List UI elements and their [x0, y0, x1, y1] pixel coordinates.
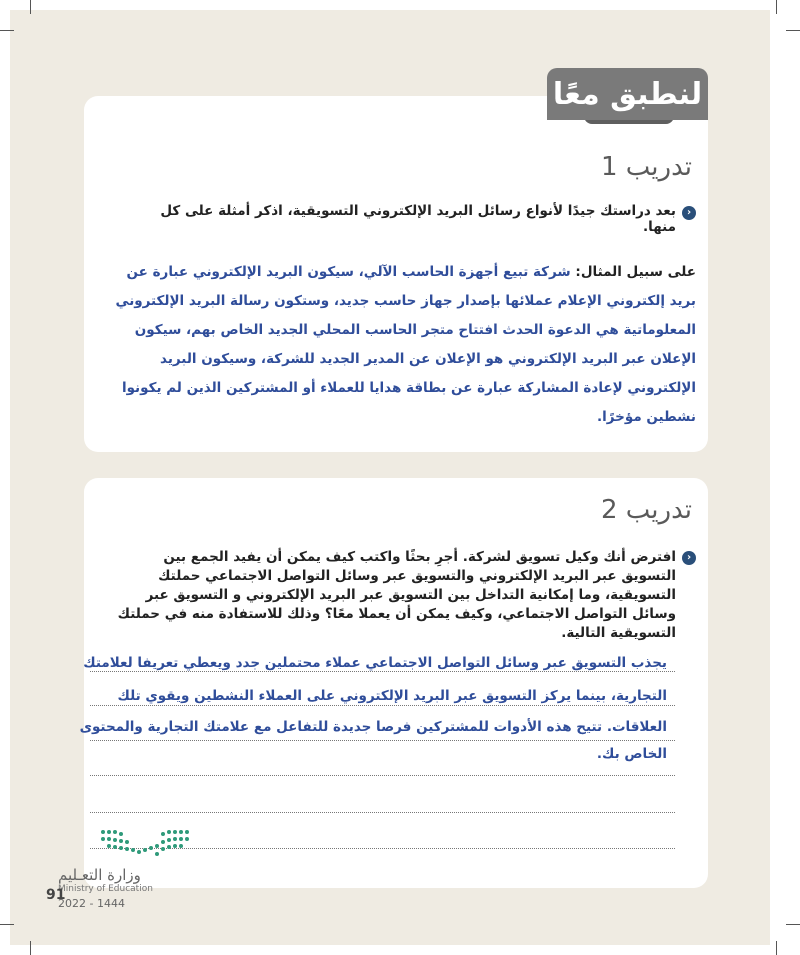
exercise-2-card — [84, 478, 708, 888]
exercise-2-answer-line-4: الخاص بك. — [596, 746, 667, 762]
answer-line — [90, 775, 675, 776]
crop-mark — [776, 0, 777, 14]
exercise-2-question — [106, 548, 696, 643]
exercise-2-answer-line-1: يجذب التسويق عبر وسائل التواصل الاجتماعي عملاء محتملين جدد ويعطي تعريفا لعلامتك — [83, 655, 667, 671]
exercise-1-question — [136, 203, 696, 235]
answer-line — [90, 812, 675, 813]
answer-example-label: على سبيل المثال: — [575, 264, 696, 280]
answer-line — [90, 740, 675, 741]
chevron-left-icon: ‹ — [682, 206, 696, 220]
answer-line — [90, 705, 675, 706]
answer-line — [90, 671, 675, 672]
crop-mark — [0, 924, 14, 925]
page-number: 91 — [46, 887, 66, 903]
ministry-logo-icon — [99, 828, 189, 860]
crop-mark — [776, 941, 777, 955]
crop-mark — [786, 30, 800, 31]
ministry-name-english: Ministry of Education — [58, 884, 153, 894]
crop-mark — [786, 924, 800, 925]
exercise-1-question-text: بعد دراستك جيدًا لأنواع رسائل البريد الإلكتروني التسويقية، اذكر أمثلة على كل منها. — [160, 203, 676, 235]
crop-mark — [30, 941, 31, 955]
section-header-tab: لنطبق معًا — [547, 68, 708, 120]
exercise-1-title: تدريب 1 — [600, 152, 692, 182]
exercise-1-answer — [106, 258, 696, 432]
ministry-name-arabic: وزارة التعـليم — [58, 866, 141, 884]
crop-mark — [0, 30, 14, 31]
academic-year: 2022 - 1444 — [58, 897, 125, 910]
exercise-2-answer-line-3: العلاقات. تتيح هذه الأدوات للمشتركين فرصا جديدة للتفاعل مع علامتك التجارية والمحتوى — [79, 719, 667, 735]
exercise-2-answer-line-2: التجارية، بينما يركز التسويق عبر البريد الإلكتروني على العملاء النشطين ويقوي تلك — [117, 688, 667, 704]
crop-mark — [30, 0, 31, 14]
exercise-2-title: تدريب 2 — [600, 495, 692, 525]
exercise-2-question-text: افترض أنك وكيل تسويق لشركة. أجرِ بحثًا واكتب كيف يمكن أن يفيد الجمع بين التسويق عبر البريد الإلكتروني والتسويق عبر وسائل التواصل الاجتماعي حملتك التسويقية، وما إمكانية التداخل بين التسويق عبر البريد الإلكتروني و التسويق عبر وسائل التواصل الاجتماعي، وكيف يمكن أن يعملا معًا؟ وذلك للاستفادة منه في حملتك التسويقية التالية. — [117, 549, 676, 641]
exercise-1-answer-text: شركة تبيع أجهزة الحاسب الآلي، سيكون البريد الإلكتروني عبارة عن بريد إلكتروني الإعلام عملائها بإصدار جهاز حاسب جديد، وستكون رسالة البريد الإلكتروني المعلوماتية هي الدعوة الحدث افتتاح متجر الحاسب المحلي الجديد الخاص بهم، سيكون الإعلان عبر البريد الإلكتروني هو الإعلان عن المدير الجديد للشركة، وسيكون البريد الإلكتروني لإعادة المشاركة عبارة عن بطاقة هدايا للعملاء أو المشتركين الذين لم يكونوا نشطين مؤخرًا. — [115, 264, 696, 425]
chevron-left-icon: ‹ — [682, 551, 696, 565]
